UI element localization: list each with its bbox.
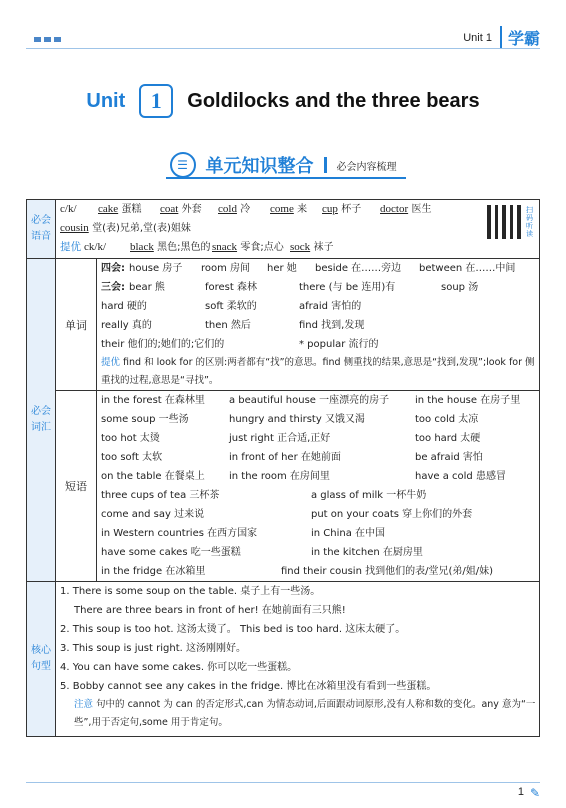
phrase-item: too soft 太软: [101, 452, 163, 463]
phrase-item: put on your coats 穿上你们的外套: [311, 509, 473, 520]
phrase-item: in Western countries 在西方国家: [101, 528, 258, 539]
word-group-prefix: 四会:: [101, 263, 125, 274]
phrase-line: [97, 467, 539, 486]
phrase-line: [97, 505, 539, 524]
section-title: 单元知识整合: [205, 156, 314, 177]
phrase-item: on the table 在餐桌上: [101, 471, 205, 482]
sentence-4: 4. You can have some cakes. 你可以吃一些蛋糕。: [60, 662, 298, 673]
words-line-2: [97, 278, 539, 297]
category-label: 核心句型: [31, 645, 51, 672]
phonics-word: [212, 238, 284, 257]
word-en: cousin: [60, 222, 89, 234]
phrase-item: have a cold 患感冒: [415, 471, 506, 482]
vocab-word: then 然后: [205, 320, 251, 331]
word-zh: 冷: [240, 204, 251, 215]
title-main: Goldilocks and the three bears: [187, 89, 480, 112]
words-line-5: [97, 335, 539, 354]
sentence-2: 2. This soup is too hot. 这汤太烫了。 This bed is too hard. 这床太硬了。: [60, 624, 406, 635]
word-group-prefix: 三会:: [101, 282, 125, 293]
note-label: 注意: [74, 699, 94, 710]
section-subtitle: 必会内容梳理: [336, 161, 397, 173]
phonics-word: [290, 238, 334, 257]
phrase-item: just right 正合适,正好: [229, 433, 331, 444]
note-text: find 和 look for 的区别:两者都有“找”的意思。find 侧重找的结果,意思是“找到,发现”;look for 侧重找的过程,意思是“寻找”。: [101, 357, 535, 386]
word-zh: 外套: [181, 204, 202, 215]
phrase-item: some soup 一些汤: [101, 414, 189, 425]
category-phonics: [27, 200, 56, 259]
section-underline: [166, 177, 406, 179]
word-zh: 医生: [411, 204, 432, 215]
vocab-word: afraid 害怕的: [299, 301, 362, 312]
subcategory-label: 短语: [65, 480, 87, 493]
vocab-word: their 他们的;她们的;它们的: [101, 339, 225, 350]
word-en: cake: [98, 203, 119, 215]
knowledge-table: [26, 199, 540, 737]
phonics-word: [270, 200, 307, 219]
phonics-word: [218, 200, 250, 219]
phonics-word: [84, 238, 106, 257]
phonics-line-1: [56, 200, 539, 219]
phrase-item: in the room 在房间里: [229, 471, 330, 482]
header-unit-label: Unit 1: [463, 31, 492, 44]
qr-code[interactable]: [487, 205, 521, 239]
brand-logo: 学霸: [500, 26, 540, 49]
phrase-line: [97, 448, 539, 467]
word-en: c/k/: [60, 203, 77, 215]
phrase-item: in the fridge 在冰箱里: [101, 566, 206, 577]
sentences-note: [56, 696, 539, 736]
word-en: ck/k/: [84, 241, 106, 253]
phrase-item: in the house 在房子里: [415, 395, 521, 406]
phrase-item: too hot 太烫: [101, 433, 160, 444]
words-content: [97, 259, 540, 391]
book-icon: ☰: [170, 152, 196, 178]
word-en: snack: [212, 241, 238, 253]
phonics-line-3: [56, 238, 539, 257]
words-note: [97, 354, 539, 390]
words-line-3: [97, 297, 539, 316]
vocab-word: soft 柔软的: [205, 301, 257, 312]
phrase-line: [97, 429, 539, 448]
word-en: doctor: [380, 203, 409, 215]
phonics-content: [56, 200, 540, 259]
word-en: sock: [290, 241, 311, 253]
phonics-word: [160, 200, 202, 219]
phrase-item: hungry and thirsty 又饿又渴: [229, 414, 365, 425]
vocab-word: her 她: [267, 263, 297, 274]
category-label: 必会词汇: [31, 406, 51, 433]
sentence-1b: There are three bears in front of her! 在她前面有三只熊!: [74, 605, 346, 616]
header-decoration: [34, 37, 61, 42]
qr-label: 扫码听读: [526, 206, 533, 238]
words-line-1: [97, 259, 539, 278]
phonics-line-2: [56, 219, 539, 238]
header-divider: [26, 48, 540, 49]
word-zh: 蛋糕: [121, 204, 142, 215]
subcategory-label: 单词: [65, 318, 87, 332]
subcategory-words: [56, 259, 97, 391]
phonics-word: [60, 200, 77, 219]
vocab-phrases-row: [27, 391, 540, 582]
phrase-item: have some cakes 吃一些蛋糕: [101, 547, 241, 558]
page-header: [463, 26, 540, 49]
word-zh: 黑色;黑色的: [157, 242, 211, 253]
words-line-4: [97, 316, 539, 335]
phrase-item: find their cousin 找到他们的表/堂兄(弟/姐/妹): [281, 566, 494, 577]
phrase-item: too cold 太凉: [415, 414, 479, 425]
vocab-word: find 找到,发现: [299, 320, 365, 331]
phonics-row: [27, 200, 540, 259]
phrase-item: in front of her 在她前面: [229, 452, 341, 463]
vocab-word: room 房间: [201, 263, 251, 274]
word-en: come: [270, 203, 294, 215]
word-en: black: [130, 241, 154, 253]
vocab-word: hard 硬的: [101, 301, 147, 312]
word-zh: 袜子: [313, 242, 334, 253]
phrase-item: three cups of tea 三杯茶: [101, 490, 220, 501]
note-text: 句中的 cannot 为 can 的否定形式,can 为情态动词,后面跟动词原形,没有人称和数的变化。any 意为“一些”,用于否定句,some 用于肯定句。: [74, 699, 536, 728]
phrase-line: [97, 524, 539, 543]
phrase-item: come and say 过来说: [101, 509, 205, 520]
word-zh: 堂(表)兄弟,堂(表)姐妹: [92, 223, 191, 234]
phrase-item: in China 在中国: [311, 528, 386, 539]
phrase-item: be afraid 害怕: [415, 452, 483, 463]
phrase-item: in the forest 在森林里: [101, 395, 205, 406]
vocab-word: soup 汤: [441, 282, 479, 293]
vocab-word: there (与 be 连用)有: [299, 282, 396, 293]
footer-divider: [26, 782, 540, 783]
note-label: 提优: [101, 357, 121, 368]
phonics-word: [130, 238, 211, 257]
phrase-line: [97, 391, 539, 410]
phonics-word: [322, 200, 361, 219]
vocab-word: * popular 流行的: [299, 339, 379, 350]
phrase-item: too hard 太硬: [415, 433, 481, 444]
category-sentences: [27, 582, 56, 737]
phonics-advanced-label: 提优: [60, 241, 81, 253]
sentence-1: 1. There is some soup on the table. 桌子上有一些汤。: [60, 586, 321, 597]
title-unit-word: Unit: [86, 89, 126, 112]
phrase-line: [97, 486, 539, 505]
phrase-item: a glass of milk 一杯牛奶: [311, 490, 427, 501]
phrase-line: [97, 562, 539, 581]
phrase-item: a beautiful house 一座漂亮的房子: [229, 395, 390, 406]
word-zh: 零食;点心: [240, 242, 284, 253]
pencil-icon: ✎: [529, 786, 540, 800]
word-en: coat: [160, 203, 179, 215]
section-divider: [324, 157, 327, 173]
vocab-word: bear 熊: [129, 282, 165, 293]
category-label: 必会语音: [31, 215, 51, 242]
phrase-item: in the kitchen 在厨房里: [311, 547, 423, 558]
vocab-words-row: [27, 259, 540, 391]
page-title: [0, 84, 566, 118]
sentence-3: 3. This soup is just right. 这汤刚刚好。: [60, 643, 246, 654]
page-number: 1: [517, 786, 524, 798]
sentences-content: [56, 582, 540, 737]
vocab-word: beside 在……旁边: [315, 263, 402, 274]
section-banner: [0, 152, 566, 178]
vocab-word: house 房子: [129, 263, 183, 274]
sentence-5: 5. Bobby cannot see any cakes in the fridge. 博比在冰箱里没有看到一些蛋糕。: [60, 681, 437, 692]
category-vocab: [27, 259, 56, 582]
word-zh: 杯子: [341, 204, 362, 215]
phrase-line: [97, 410, 539, 429]
word-en: cup: [322, 203, 338, 215]
phonics-word: [98, 200, 142, 219]
word-zh: 来: [297, 204, 308, 215]
phonics-word: [380, 200, 431, 219]
word-en: cold: [218, 203, 237, 215]
phrases-content: [97, 391, 540, 582]
sentences-row: [27, 582, 540, 737]
title-unit-number: 1: [139, 84, 173, 118]
vocab-word: forest 森林: [205, 282, 257, 293]
subcategory-phrases: [56, 391, 97, 582]
phrase-line: [97, 543, 539, 562]
vocab-word: really 真的: [101, 320, 152, 331]
vocab-word: between 在……中间: [419, 263, 516, 274]
